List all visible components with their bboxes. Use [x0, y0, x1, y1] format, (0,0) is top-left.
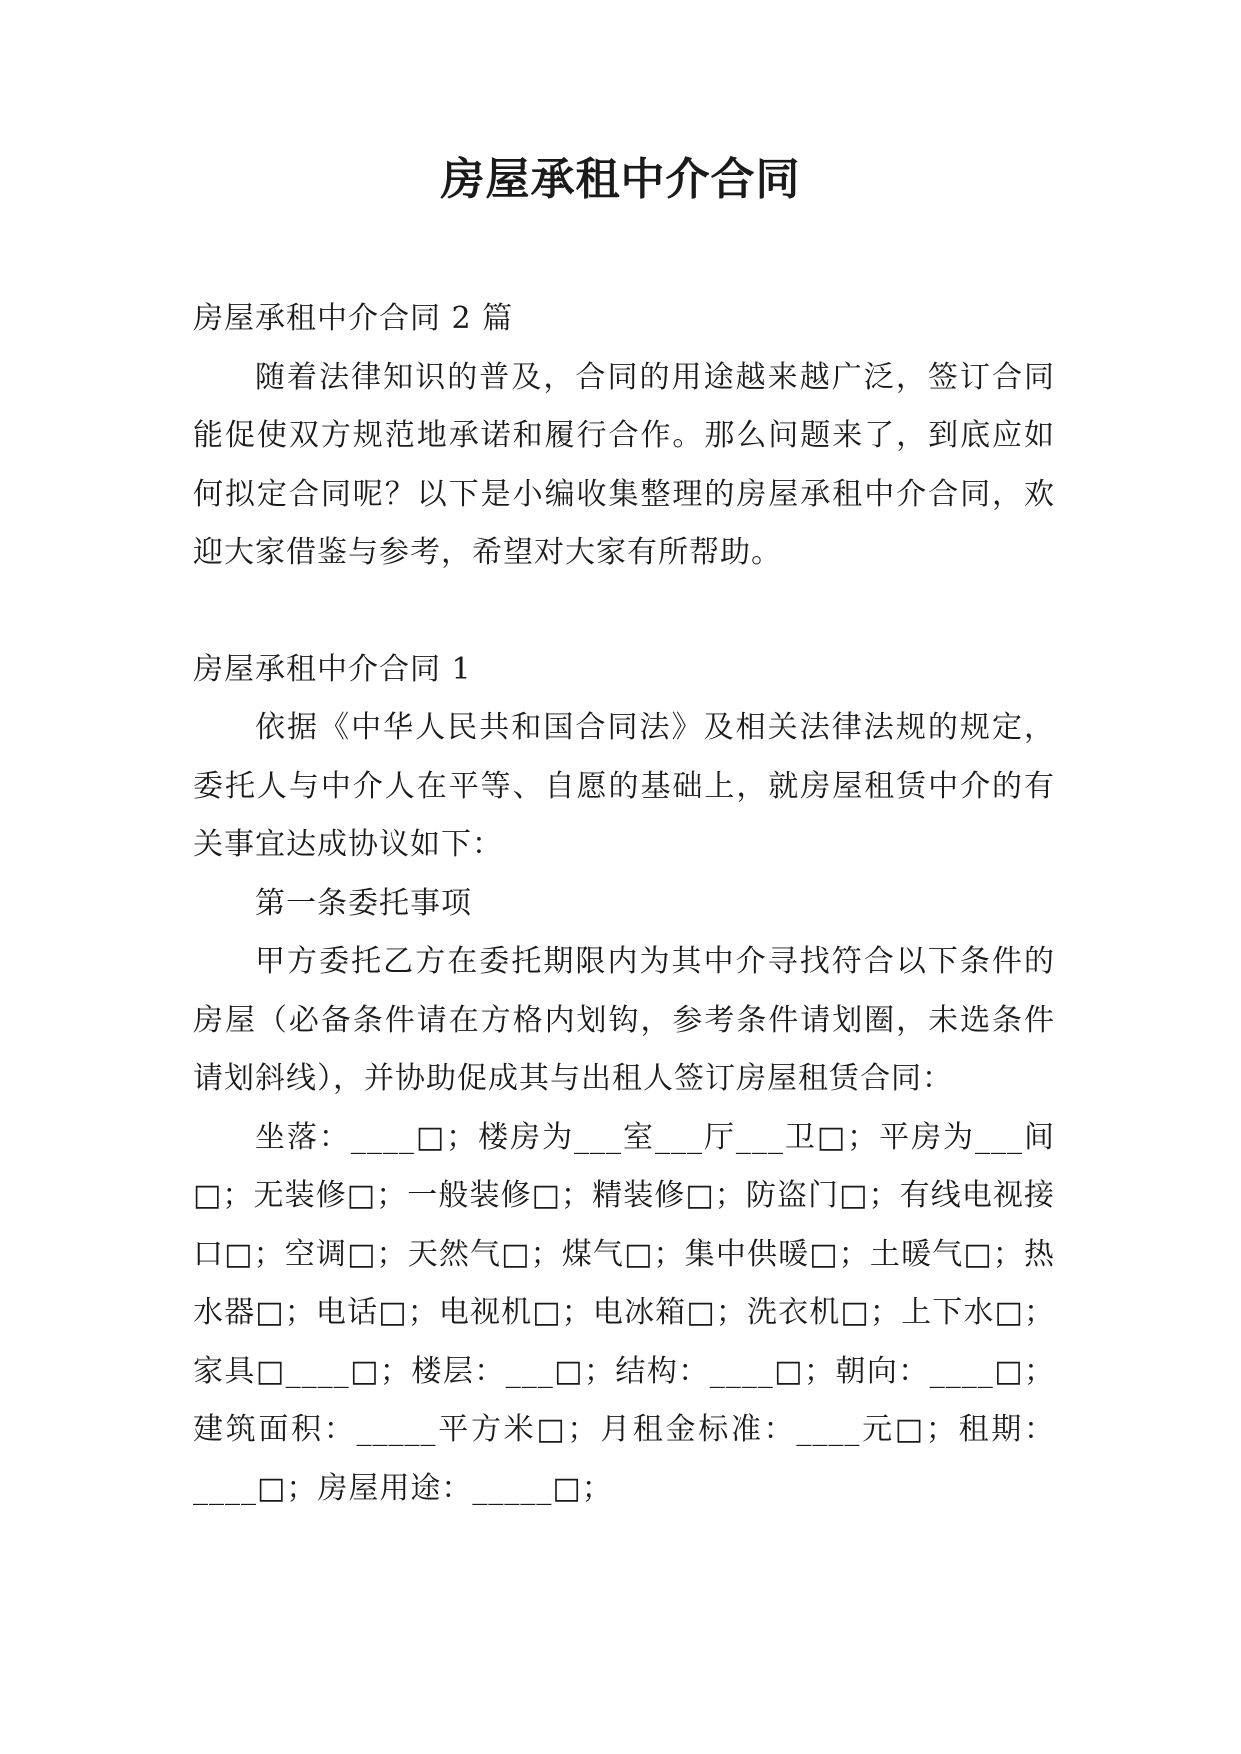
contract-preamble-paragraph: 依据《中华人民共和国合同法》及相关法律法规的规定，委托人与中介人在平等、自愿的基础上，就房屋租赁中介的有关事宜达成协议如下：	[193, 710, 1055, 862]
paragraph-spacer	[193, 583, 1055, 641]
document-body	[193, 290, 1055, 1518]
article-paragraph: 甲方委托乙方在委托期限内为其中介寻找符合以下条件的房屋（必备条件请在方格内划钩，参考条件请划圈，未选条件请划斜线），并协助促成其与出租人签订房屋租赁合同：	[193, 944, 1055, 1096]
property-conditions-paragraph: 坐落：____□；楼房为___室___厅___卫□；平房为___间□；无装修□；一般装修□；精装修□；防盗门□；有线电视接口□；空调□；天然气□；煤气□；集中供暖□；土暖气□；热水器□；电话□；电视机□；电冰箱□；洗衣机□；上下水□；家具□____□；楼层：___□；结构：____□；朝向：____□；建筑面积：_____平方米□；月租金标准：____元□；租期：____□；房屋用途：_____□；	[193, 1119, 1055, 1506]
article-heading: 第一条委托事项	[255, 885, 472, 921]
intro-paragraph: 随着法律知识的普及，合同的用途越来越广泛，签订合同能促使双方规范地承诺和履行合作。那么问题来了，到底应如何拟定合同呢？以下是小编收集整理的房屋承租中介合同，欢迎大家借鉴与参考，希望对大家有所帮助。	[193, 359, 1055, 570]
section-heading-contract-1: 房屋承租中介合同 1	[193, 651, 472, 687]
section-heading-collection: 房屋承租中介合同 2 篇	[193, 301, 514, 336]
document-title: 房屋承租中介合同	[440, 154, 801, 205]
